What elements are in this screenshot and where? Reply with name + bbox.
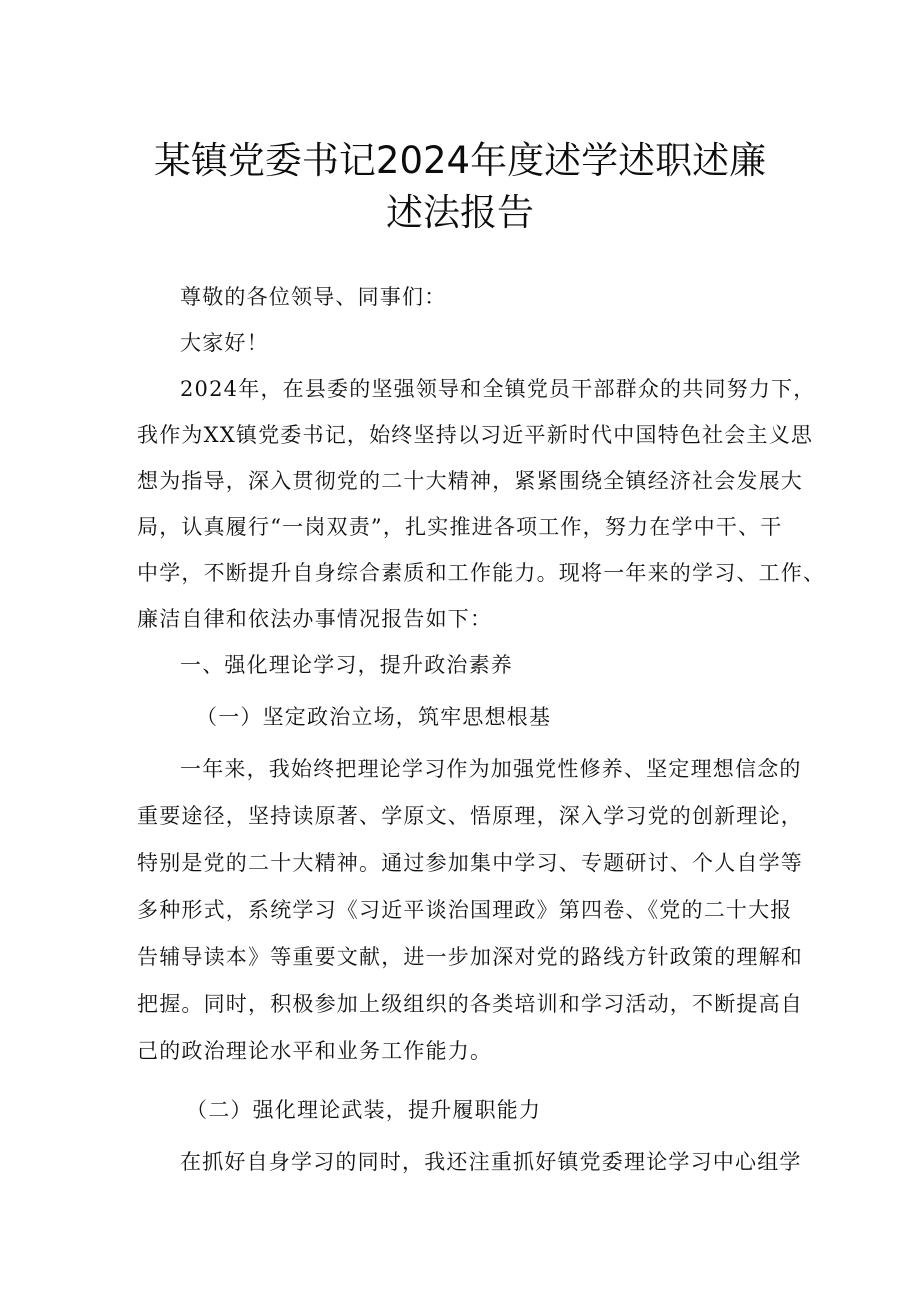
salutation: 尊敬的各位领导、同事们：	[180, 285, 447, 309]
greeting: 大家好！	[180, 331, 269, 355]
paragraph-line: 把握。同时，积极参加上级组织的各类培训和学习活动，不断提高自	[137, 992, 803, 1016]
intro-line: 局，认真履行“一岗双责”，扎实推进各项工作，努力在学中干、干	[137, 515, 783, 539]
paragraph-line: 特别是党的二十大精神。通过参加集中学习、专题研讨、个人自学等	[137, 851, 803, 875]
subsection-heading: （二）强化理论武装，提升履职能力	[186, 1098, 542, 1122]
paragraph-line: 一年来，我始终把理论学习作为加强党性修养、坚定理想信念的	[180, 757, 802, 781]
intro-line: 2024年，在县委的坚强领导和全镇党员干部群众的共同努力下，	[180, 377, 816, 401]
intro-line: 中学，不断提升自身综合素质和工作能力。现将一年来的学习、工作、	[137, 561, 826, 585]
subsection-heading: （一）坚定政治立场，筑牢思想根基	[196, 705, 552, 729]
paragraph-line: 重要途径，坚持读原著、学原文、悟原理，深入学习党的创新理论，	[137, 804, 803, 828]
intro-line: 廉洁自律和依法办事情况报告如下：	[137, 607, 493, 631]
intro-line: 我作为XX镇党委书记，始终坚持以习近平新时代中国特色社会主义思	[137, 423, 814, 447]
paragraph-line: 在抓好自身学习的同时，我还注重抓好镇党委理论学习中心组学	[180, 1150, 802, 1174]
section-heading: 一、强化理论学习，提升政治素养	[180, 653, 513, 677]
paragraph-line: 告辅导读本》等重要文献，进一步加深对党的路线方针政策的理解和	[137, 945, 803, 969]
document-title-line1: 某镇党委书记2024年度述学述职述廉	[153, 139, 767, 182]
intro-line: 想为指导，深入贯彻党的二十大精神，紧紧围绕全镇经济社会发展大	[137, 469, 803, 493]
paragraph-line: 多种形式，系统学习《习近平谈治国理政》第四卷、《党的二十大报	[137, 898, 793, 922]
document-title-line2: 述法报告	[386, 191, 534, 234]
paragraph-line: 己的政治理论水平和业务工作能力。	[137, 1039, 493, 1063]
